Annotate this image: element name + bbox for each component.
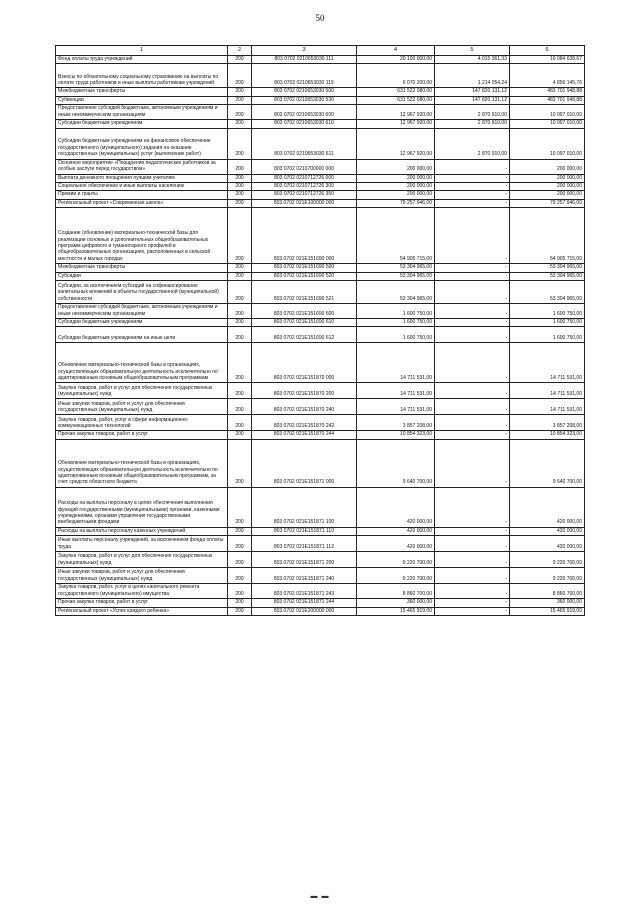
row-value-cell: 420 000,00	[510, 527, 585, 535]
table-row	[56, 431, 585, 439]
row-value-cell: 12 967 920,00	[357, 128, 435, 159]
row-value-cell: 420 000,00	[357, 487, 435, 527]
row-value-cell: 803 0702 0210653030 530	[252, 96, 357, 104]
row-value-cell: 14 711 531,00	[510, 343, 585, 383]
row-value-cell: -	[435, 281, 510, 304]
row-value-cell: -	[435, 272, 510, 280]
table-row	[56, 487, 585, 527]
row-value-cell: 803 0702 021E151871 200	[252, 552, 357, 568]
row-label-cell: Премии и гранты	[56, 191, 228, 199]
row-value-cell: 200	[228, 415, 252, 431]
row-value-cell: 15 465 919,00	[510, 607, 585, 615]
row-value-cell: 200	[228, 120, 252, 128]
row-value-cell: 200 000,00	[510, 191, 585, 199]
row-value-cell: -	[435, 568, 510, 584]
table-row	[56, 199, 585, 207]
row-value-cell: 420 000,00	[357, 536, 435, 552]
column-header: 1	[56, 46, 228, 56]
row-label-cell: Закупка товаров, работ и услуг для обеспечения государственных (муниципальных) нужд	[56, 383, 228, 399]
row-value-cell: 483 701 948,88	[510, 88, 585, 96]
row-value-cell: 200 000,00	[357, 174, 435, 182]
row-value-cell: 1 600 750,00	[510, 319, 585, 327]
row-label-cell: Основное мероприятие «Поощрение педагогических работников за особые заслуги перед государством»	[56, 159, 228, 174]
row-value-cell: 803 0702 021E151690 000	[252, 208, 357, 264]
table-row	[56, 56, 585, 64]
row-value-cell: 20 100 000,00	[357, 56, 435, 64]
table-row	[56, 415, 585, 431]
row-value-cell: -	[435, 208, 510, 264]
row-value-cell: 200	[228, 96, 252, 104]
row-value-cell: 14 711 531,00	[510, 399, 585, 415]
row-value-cell: 200	[228, 64, 252, 88]
row-label-cell: Создание (обновление) материально-технической базы для реализации основных и дополнительных общеобразовательных программ цифрового и гуманитарного профилей в общеобразовательных организациях, расположенных в сельской местности и малых городах	[56, 208, 228, 264]
row-value-cell: 200	[228, 607, 252, 615]
row-value-cell: 420 000,00	[510, 536, 585, 552]
row-value-cell: 803 0702 021E151870 240	[252, 399, 357, 415]
row-value-cell: -	[435, 304, 510, 319]
row-value-cell: 53 304 965,00	[510, 281, 585, 304]
row-value-cell: 803 0702 021E151690 520	[252, 272, 357, 280]
table-row	[56, 191, 585, 199]
row-value-cell: 10 097 010,00	[510, 105, 585, 120]
row-label-cell: Межбюджетные трансферты	[56, 88, 228, 96]
row-value-cell: 803 0702 021E151871 244	[252, 599, 357, 607]
table-row	[56, 159, 585, 174]
row-value-cell: 9 640 700,00	[510, 439, 585, 487]
row-value-cell: 200	[228, 536, 252, 552]
row-value-cell: 803 0702 021E151870 242	[252, 415, 357, 431]
row-value-cell: 803 0702 0210653030 611	[252, 128, 357, 159]
row-value-cell: 200	[228, 343, 252, 383]
table-header-row	[56, 46, 585, 56]
row-value-cell: 3 857 208,00	[510, 415, 585, 431]
row-value-cell: 803 0702 021E200000 000	[252, 607, 357, 615]
row-value-cell: 200	[228, 272, 252, 280]
table-row	[56, 439, 585, 487]
row-value-cell: 200	[228, 327, 252, 343]
row-value-cell: -	[435, 599, 510, 607]
row-value-cell: 803 0702 0210712726 000	[252, 174, 357, 182]
row-label-cell: Фонд оплаты труда учреждений	[56, 56, 228, 64]
row-value-cell: 200	[228, 399, 252, 415]
page-number: 50	[315, 13, 325, 23]
row-value-cell: 200 000,00	[357, 183, 435, 191]
row-value-cell: 200	[228, 183, 252, 191]
row-value-cell: 200	[228, 304, 252, 319]
row-value-cell: 1 600 750,00	[510, 304, 585, 319]
row-value-cell: 1 600 750,00	[357, 327, 435, 343]
table-row	[56, 536, 585, 552]
row-value-cell: 4 856 145,76	[510, 64, 585, 88]
row-value-cell: 53 304 965,00	[510, 264, 585, 272]
row-value-cell: -	[435, 327, 510, 343]
row-value-cell: 2 870 910,00	[435, 105, 510, 120]
row-value-cell: 420 000,00	[510, 487, 585, 527]
row-value-cell: 1 214 054,24	[435, 64, 510, 88]
table-row	[56, 96, 585, 104]
row-value-cell: 200	[228, 431, 252, 439]
row-value-cell: 803 0702 021E151870 244	[252, 431, 357, 439]
row-value-cell: 803 0702 021E100000 000	[252, 199, 357, 207]
row-value-cell: -	[435, 159, 510, 174]
row-value-cell: 200	[228, 105, 252, 120]
table-row	[56, 527, 585, 535]
row-value-cell: 483 701 948,88	[510, 96, 585, 104]
row-value-cell: 200	[228, 264, 252, 272]
row-value-cell: 53 304 965,00	[357, 272, 435, 280]
row-value-cell: -	[435, 199, 510, 207]
row-value-cell: 631 522 080,00	[357, 88, 435, 96]
row-value-cell: 147 820 131,12	[435, 96, 510, 104]
row-value-cell: 14 711 531,00	[357, 343, 435, 383]
row-label-cell: Региональный проект «Современная школа»	[56, 199, 228, 207]
table-row	[56, 174, 585, 182]
row-value-cell: 10 854 323,00	[357, 431, 435, 439]
column-header: 6	[510, 46, 585, 56]
row-value-cell: 10 854 323,00	[510, 431, 585, 439]
row-value-cell: -	[435, 383, 510, 399]
table-row	[56, 584, 585, 599]
row-value-cell: 10 097 010,00	[510, 128, 585, 159]
row-label-cell: Прочая закупка товаров, работ и услуг	[56, 431, 228, 439]
row-value-cell: 79 257 946,00	[510, 199, 585, 207]
row-value-cell: 14 711 531,00	[357, 399, 435, 415]
row-label-cell: Закупка товаров, работ, услуг в целях капитального ремонта государственного (муниципального) имущества	[56, 584, 228, 599]
row-value-cell: 1 600 750,00	[510, 327, 585, 343]
table-row	[56, 568, 585, 584]
row-label-cell: Предоставление субсидий бюджетным, автономным учреждениям и иным некоммерческим организациям	[56, 304, 228, 319]
column-header: 4	[357, 46, 435, 56]
row-value-cell: 803 0702 021E151871 100	[252, 487, 357, 527]
row-label-cell: Обновление материально-технической базы в организациях, осуществляющих образовательную деятельность исключительно по адаптированным основным общеобразовательным программам, за счет средств областного бюджета	[56, 439, 228, 487]
row-value-cell: 54 905 715,00	[510, 208, 585, 264]
row-label-cell: Субсидии бюджетным учреждениям	[56, 120, 228, 128]
row-value-cell: 360 000,00	[357, 599, 435, 607]
row-value-cell: -	[435, 174, 510, 182]
row-value-cell: 803 0702 0210653030 119	[252, 64, 357, 88]
row-value-cell: 803 0702 021E151690 600	[252, 304, 357, 319]
row-value-cell: 2 870 910,00	[435, 120, 510, 128]
row-value-cell: 803 0702 021E151871 112	[252, 536, 357, 552]
row-value-cell: 200 000,00	[357, 159, 435, 174]
row-value-cell: 803 0702 0210653030 600	[252, 105, 357, 120]
row-value-cell: 200	[228, 439, 252, 487]
row-value-cell: 803 0702 021E151871 240	[252, 568, 357, 584]
row-value-cell: -	[435, 552, 510, 568]
row-value-cell: 1 600 750,00	[357, 304, 435, 319]
budget-execution-table	[55, 45, 585, 616]
row-value-cell: 3 857 208,00	[357, 415, 435, 431]
row-value-cell: -	[435, 607, 510, 615]
table-row	[56, 304, 585, 319]
table-row	[56, 607, 585, 615]
row-value-cell: 803 0702 021E151871 110	[252, 527, 357, 535]
row-label-cell: Региональный проект «Успех каждого ребенка»	[56, 607, 228, 615]
row-label-cell: Прочая закупка товаров, работ и услуг	[56, 599, 228, 607]
row-label-cell: Субсидии бюджетным учреждениям на иные цели	[56, 327, 228, 343]
row-value-cell: -	[435, 415, 510, 431]
row-label-cell: Субсидии бюджетным учреждениям	[56, 319, 228, 327]
row-value-cell: 803 0702 0210712726 300	[252, 183, 357, 191]
row-value-cell: 200	[228, 128, 252, 159]
row-value-cell: 9 640 700,00	[357, 439, 435, 487]
row-value-cell: 8 860 700,00	[357, 584, 435, 599]
row-value-cell: 200	[228, 584, 252, 599]
row-value-cell: 200	[228, 568, 252, 584]
row-value-cell: 803 0702 0210700000 000	[252, 159, 357, 174]
row-value-cell: 14 711 531,00	[510, 383, 585, 399]
row-label-cell: Закупка товаров, работ и услуг для обеспечения государственных (муниципальных) нужд	[56, 552, 228, 568]
table-row	[56, 64, 585, 88]
table-row	[56, 105, 585, 120]
table-row	[56, 552, 585, 568]
row-label-cell: Закупка товаров, работ, услуг в сфере информационно-коммуникационных технологий	[56, 415, 228, 431]
row-value-cell: 10 097 010,00	[510, 120, 585, 128]
row-value-cell: -	[435, 584, 510, 599]
row-value-cell: 9 220 700,00	[357, 568, 435, 584]
row-value-cell: 803 0702 021E151690 612	[252, 327, 357, 343]
row-value-cell: 803 0702 021E151690 500	[252, 264, 357, 272]
row-value-cell: 200	[228, 383, 252, 399]
column-header: 5	[435, 46, 510, 56]
row-value-cell: 16 084 638,67	[510, 56, 585, 64]
row-value-cell: -	[435, 343, 510, 383]
row-label-cell: Межбюджетные трансферты	[56, 264, 228, 272]
row-value-cell: 15 465 919,00	[357, 607, 435, 615]
row-value-cell: 200	[228, 191, 252, 199]
row-label-cell: Субсидии, за исключением субсидий на софинансирование капитальных вложений в объекты государственной (муниципальной) собственности	[56, 281, 228, 304]
row-value-cell: 147 820 131,12	[435, 88, 510, 96]
row-value-cell: 200	[228, 88, 252, 96]
row-value-cell: 803 0702 0210653030 111	[252, 56, 357, 64]
row-value-cell: 803 0702 021E151690 610	[252, 319, 357, 327]
row-value-cell: 200	[228, 56, 252, 64]
row-value-cell: 9 220 700,00	[510, 568, 585, 584]
row-value-cell: 6 070 200,00	[357, 64, 435, 88]
row-value-cell: 12 967 920,00	[357, 120, 435, 128]
row-value-cell: 200	[228, 527, 252, 535]
table-row	[56, 281, 585, 304]
row-label-cell: Субсидии	[56, 272, 228, 280]
row-value-cell: 9 220 700,00	[357, 552, 435, 568]
table-row	[56, 128, 585, 159]
row-value-cell: 803 0702 0210712726 350	[252, 191, 357, 199]
row-value-cell: -	[435, 439, 510, 487]
table-row	[56, 399, 585, 415]
table-row	[56, 272, 585, 280]
row-value-cell: 420 000,00	[357, 527, 435, 535]
row-label-cell: Предоставление субсидий бюджетным, автономным учреждениям и иным некоммерческим организациям	[56, 105, 228, 120]
row-value-cell: -	[435, 487, 510, 527]
row-label-cell: Иные закупки товаров, работ и услуг для обеспечения государственных (муниципальных) нужд	[56, 568, 228, 584]
row-value-cell: 53 304 965,00	[357, 264, 435, 272]
row-value-cell: 803 0702 021E151690 521	[252, 281, 357, 304]
table-row	[56, 88, 585, 96]
row-label-cell: Выплата денежного поощрения лучшим учителям	[56, 174, 228, 182]
row-value-cell: 200	[228, 159, 252, 174]
table-body	[56, 56, 585, 616]
row-value-cell: 803 0702 021E151870 000	[252, 343, 357, 383]
row-value-cell: 8 860 700,00	[510, 584, 585, 599]
table-row	[56, 208, 585, 264]
row-value-cell: 200	[228, 487, 252, 527]
row-value-cell: 803 0702 0210653030 610	[252, 120, 357, 128]
row-value-cell: 200	[228, 552, 252, 568]
column-header: 2	[228, 46, 252, 56]
scan-artifact-mark: ▬ ▬	[310, 893, 330, 900]
row-value-cell: 803 0702 021E151871 000	[252, 439, 357, 487]
row-value-cell: 1 600 750,00	[357, 319, 435, 327]
row-value-cell: 200 000,00	[510, 174, 585, 182]
row-value-cell: 803 0702 0210653030 500	[252, 88, 357, 96]
table-row	[56, 319, 585, 327]
row-value-cell: 79 257 946,00	[357, 199, 435, 207]
row-value-cell: 200	[228, 599, 252, 607]
row-value-cell: -	[435, 319, 510, 327]
row-value-cell: 200 000,00	[510, 159, 585, 174]
row-label-cell: Субвенции	[56, 96, 228, 104]
row-label-cell: Расходы на выплаты персоналу казенных учреждений	[56, 527, 228, 535]
row-value-cell: 12 967 920,00	[357, 105, 435, 120]
row-value-cell: 631 522 080,00	[357, 96, 435, 104]
row-value-cell: -	[435, 527, 510, 535]
row-label-cell: Расходы на выплаты персоналу в целях обеспечения выполнения функций государственными (муниципальными) органами, казенными учреждениями, органами управления государственными внебюджетными фондами	[56, 487, 228, 527]
row-value-cell: -	[435, 191, 510, 199]
row-value-cell: 803 0702 021E151870 200	[252, 383, 357, 399]
row-label-cell: Обновление материально-технической базы в организациях, осуществляющих образовательную деятельность исключительно по адаптированным основным общеобразовательным программам	[56, 343, 228, 383]
row-value-cell: 2 870 910,00	[435, 128, 510, 159]
row-value-cell: 200	[228, 174, 252, 182]
row-label-cell: Социальное обеспечение и иные выплаты населению	[56, 183, 228, 191]
row-value-cell: -	[435, 536, 510, 552]
row-value-cell: 9 220 700,00	[510, 552, 585, 568]
row-value-cell: 14 711 531,00	[357, 383, 435, 399]
row-value-cell: 53 304 965,00	[510, 272, 585, 280]
table-row	[56, 343, 585, 383]
row-value-cell: 200	[228, 208, 252, 264]
column-header: 3	[252, 46, 357, 56]
row-value-cell: -	[435, 183, 510, 191]
row-label-cell: Иные выплаты персоналу учреждений, за исключением фонда оплаты труда	[56, 536, 228, 552]
row-label-cell: Иные закупки товаров, работ и услуг для обеспечения государственных (муниципальных) нужд	[56, 399, 228, 415]
table-row	[56, 183, 585, 191]
row-value-cell: 200	[228, 199, 252, 207]
row-value-cell: 54 905 715,00	[357, 208, 435, 264]
row-value-cell: 200 000,00	[357, 191, 435, 199]
row-label-cell: Взносы по обязательному социальному страхованию на выплаты по оплате труда работников и иные выплаты работникам учреждений	[56, 64, 228, 88]
table-row	[56, 120, 585, 128]
row-value-cell: 200	[228, 319, 252, 327]
table-row	[56, 383, 585, 399]
row-value-cell: 360 000,00	[510, 599, 585, 607]
table-row	[56, 327, 585, 343]
row-value-cell: -	[435, 399, 510, 415]
table-row	[56, 599, 585, 607]
row-value-cell: 4 015 361,33	[435, 56, 510, 64]
row-value-cell: -	[435, 264, 510, 272]
row-value-cell: 803 0702 021E151871 243	[252, 584, 357, 599]
row-value-cell: 53 304 965,00	[357, 281, 435, 304]
row-value-cell: 200	[228, 281, 252, 304]
row-value-cell: 200 000,00	[510, 183, 585, 191]
row-label-cell: Субсидии бюджетным учреждениям на финансовое обеспечение государственного (муниципального) задания на оказание государственных (муниципальных) услуг (выполнение работ)	[56, 128, 228, 159]
table-row	[56, 264, 585, 272]
row-value-cell: -	[435, 431, 510, 439]
